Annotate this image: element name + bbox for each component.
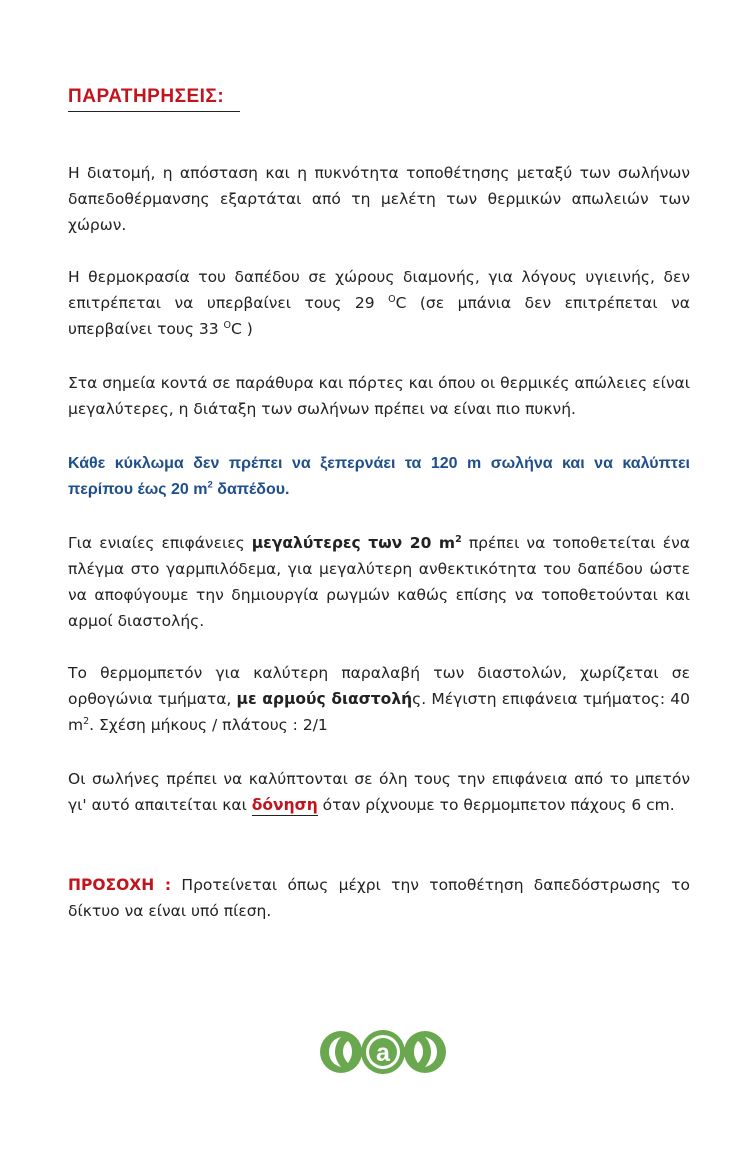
bold-text: μεγαλύτερες των 20 m	[251, 534, 456, 552]
text-segment: Η θερμοκρασία του δαπέδου σε χώρους διαμονής, για λόγους υγιεινής, δεν επιτρέπεται να υπερβαίνει τους 29	[68, 268, 690, 312]
text-segment: C (σε μπάνια δεν επιτρέπεται να υπερβαίνει τους 33	[68, 294, 690, 338]
title-colon: :	[217, 86, 225, 107]
text-segment: Οι σωλήνες πρέπει να καλύπτονται σε όλη τους την επιφάνεια από το μπετόν γι' αυτό απαιτείται και	[68, 770, 690, 814]
text-segment: ς. Μέγιστη επιφάνεια τμήματος: 40 m	[68, 690, 690, 734]
title-underline	[68, 111, 240, 112]
logo-letter: a	[376, 1039, 390, 1067]
text-segment: Το θερμομπετόν για καλύτερη παραλαβή των διαστολών, χωρίζεται σε ορθογώνια τμήματα,	[68, 664, 690, 708]
bold-emphasis: με αρμούς διαστολή	[236, 690, 413, 708]
text-segment: Προτείνεται όπως μέχρι την τοποθέτηση δαπεδόστρωσης το δίκτυο να είναι υπό πίεση.	[68, 876, 690, 920]
paragraph-concrete-vibration	[68, 766, 690, 818]
text-segment: πρέπει να τοποθετείται ένα πλέγμα στο γαρμπιλόδεμα, για μεγαλύτερη ανθεκτικότητα του δαπέδου ώστε να αποφύγουμε την δημιουργία ρωγμών καθώς επίσης να τοποθετούνται και αρμοί διαστολής.	[68, 534, 690, 630]
text-segment: Για ενιαίες επιφάνειες	[68, 534, 252, 552]
paragraph-attention-note	[68, 872, 690, 924]
paragraph-text: Η διατομή, η απόσταση και η πυκνότητα τοποθέτησης μεταξύ των σωλήνων δαπεδοθέρμανσης εξαρτάται από τη μελέτη των θερμικών απωλειών των χώρων.	[68, 164, 690, 234]
vibration-emphasis: δόνηση	[251, 796, 318, 814]
squared-superscript: 2	[207, 479, 213, 491]
title-text: ΠΑΡΑΤΗΡΗΣΕΙΣ	[68, 86, 218, 107]
attention-label: ΠΡΟΣΟΧΗ :	[68, 876, 172, 894]
text-segment: όταν ρίχνουμε το θερμομπετον πάχους 6 cm.	[317, 796, 675, 814]
text-segment: C )	[231, 320, 253, 338]
text-segment: δαπέδου.	[212, 481, 290, 498]
text-segment: Κάθε κύκλωμα δεν πρέπει να ξεπερνάει τα 120 m σωλήνα και να καλύπτει περίπου έως 20 m	[68, 455, 690, 498]
paragraph-text: Στα σημεία κοντά σε παράθυρα και πόρτες και όπου οι θερμικές απώλειες είναι μεγαλύτερες, η διάταξη των σωλήνων πρέπει να είναι πιο πυκνή.	[68, 374, 690, 418]
paragraph-expansion-joints	[68, 660, 690, 738]
paragraph-mesh-reinforcement	[68, 530, 690, 634]
squared-superscript: 2	[455, 533, 462, 545]
bold-emphasis	[252, 534, 462, 552]
text-segment: . Σχέση μήκους / πλάτους : 2/1	[89, 716, 328, 734]
company-logo-icon	[318, 1028, 448, 1076]
paragraph-pipe-spacing	[68, 160, 690, 238]
squared-superscript: 2	[83, 715, 90, 727]
paragraph-circuit-limit	[68, 451, 690, 503]
degree-superscript: O	[388, 293, 396, 305]
paragraph-floor-temperature	[68, 264, 690, 342]
degree-superscript: O	[223, 319, 232, 331]
page-title	[68, 86, 224, 108]
paragraph-window-density	[68, 370, 690, 422]
